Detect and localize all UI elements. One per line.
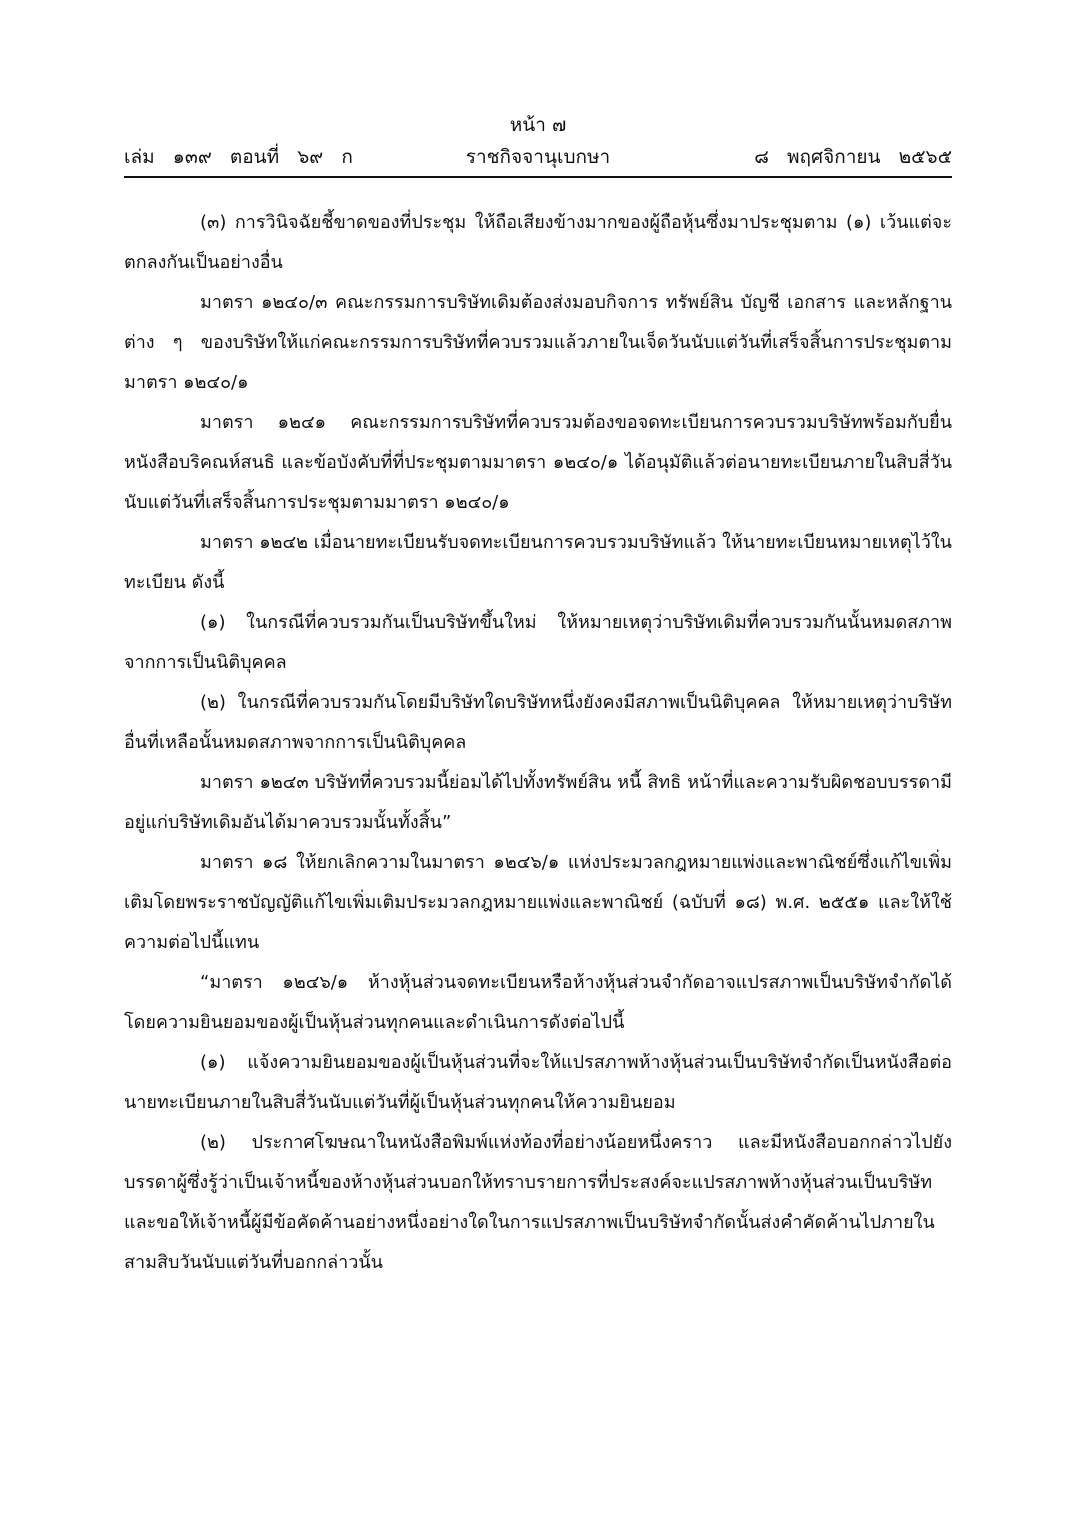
paragraph-section-1241: มาตรา ๑๒๔๑ คณะกรรมการบริษัทที่ควบรวมต้องขอจดทะเบียนการควบรวมบริษัทพร้อมกับยื่นหนังสือบริคณห์สนธิ และข้อบังคับที่ที่ประชุมตามมาตรา ๑๒๔๐/๑ ได้อนุมัติแล้วต่อนายทะเบียนภายในสิบสี่วันนับแต่วันที่เสร็จสิ้นการประชุมตามมาตรา ๑๒๔๐/๑ bbox=[124, 412, 952, 513]
page-number: หน้า ๗ bbox=[509, 114, 567, 136]
paragraph-step-2: (๒) ประกาศโฆษณาในหนังสือพิมพ์แห่งท้องที่อย่างน้อยหนึ่งคราว และมีหนังสือบอกกล่าวไปยังบรรดาผู้ซึ่งรู้ว่าเป็นเจ้าหนี้ของห้างหุ้นส่วนบอกให้ทราบรายการที่ประสงค์จะแปรสภาพห้างหุ้นส่วนเป็นบริษัท และขอให้เจ้าหนี้ผู้มีข้อคัดค้านอย่างหนึ่งอย่างใดในการแปรสภาพเป็นบริษัทจำกัดนั้นส่งคำคัดค้านไปภายในสามสิบวันนับแต่วันที่บอกกล่าวนั้น bbox=[124, 1132, 952, 1273]
publication-title: ราชกิจจานุเบกษา bbox=[465, 146, 611, 168]
paragraph-section-1243: มาตรา ๑๒๔๓ บริษัทที่ควบรวมนี้ย่อมได้ไปทั้งทรัพย์สิน หนี้ สิทธิ หน้าที่และความรับผิดชอบบรรดามีอยู่แก่บริษัทเดิมอันได้มาควบรวมนั้นทั้งสิ้น” bbox=[124, 772, 952, 833]
paragraph-step-1: (๑) แจ้งความยินยอมของผู้เป็นหุ้นส่วนที่จะให้แปรสภาพห้างหุ้นส่วนเป็นบริษัทจำกัดเป็นหนังสือต่อนายทะเบียนภายในสิบสี่วันนับแต่วันที่ผู้เป็นหุ้นส่วนทุกคนให้ความยินยอม bbox=[124, 1052, 952, 1113]
paragraph-section-1246-1: “มาตรา ๑๒๔๖/๑ ห้างหุ้นส่วนจดทะเบียนหรือห้างหุ้นส่วนจำกัดอาจแปรสภาพเป็นบริษัทจำกัดได้ โดยความยินยอมของผู้เป็นหุ้นส่วนทุกคนและดำเนินการดังต่อไปนี้ bbox=[124, 972, 952, 1033]
header-rule bbox=[124, 176, 952, 178]
publication-date: ๘ พฤศจิกายน ๒๕๖๕ bbox=[754, 146, 952, 168]
paragraph-section-1242: มาตรา ๑๒๔๒ เมื่อนายทะเบียนรับจดทะเบียนการควบรวมบริษัทแล้ว ให้นายทะเบียนหมายเหตุไว้ในทะเบียน ดังนี้ bbox=[124, 532, 952, 593]
paragraph-section-3: (๓) การวินิจฉัยชี้ขาดของที่ประชุม ให้ถือเสียงข้างมากของผู้ถือหุ้นซึ่งมาประชุมตาม (๑) เว้นแต่จะตกลงกันเป็นอย่างอื่น bbox=[124, 212, 952, 273]
volume-issue: เล่ม ๑๓๙ ตอนที่ ๖๙ ก bbox=[124, 146, 353, 168]
paragraph-section-18: มาตรา ๑๘ ให้ยกเลิกความในมาตรา ๑๒๔๖/๑ แห่งประมวลกฎหมายแพ่งและพาณิชย์ซึ่งแก้ไขเพิ่มเติมโดยพระราชบัญญัติแก้ไขเพิ่มเติมประมวลกฎหมายแพ่งและพาณิชย์ (ฉบับที่ ๑๘) พ.ศ. ๒๕๕๑ และให้ใช้ความต่อไปนี้แทน bbox=[124, 852, 952, 953]
document-body bbox=[124, 203, 952, 1283]
paragraph-item-2: (๒) ในกรณีที่ควบรวมกันโดยมีบริษัทใดบริษัทหนึ่งยังคงมีสภาพเป็นนิติบุคคล ให้หมายเหตุว่าบริษัทอื่นที่เหลือนั้นหมดสภาพจากการเป็นนิติบุคคล bbox=[124, 692, 952, 753]
paragraph-section-1240-3: มาตรา ๑๒๔๐/๓ คณะกรรมการบริษัทเดิมต้องส่งมอบกิจการ ทรัพย์สิน บัญชี เอกสาร และหลักฐานต่าง ๆ ของบริษัทให้แก่คณะกรรมการบริษัทที่ควบรวมแล้วภายในเจ็ดวันนับแต่วันที่เสร็จสิ้นการประชุมตามมาตรา ๑๒๔๐/๑ bbox=[124, 292, 952, 393]
gazette-header bbox=[124, 144, 952, 170]
paragraph-item-1: (๑) ในกรณีที่ควบรวมกันเป็นบริษัทขึ้นใหม่ ให้หมายเหตุว่าบริษัทเดิมที่ควบรวมกันนั้นหมดสภาพจากการเป็นนิติบุคคล bbox=[124, 612, 952, 673]
